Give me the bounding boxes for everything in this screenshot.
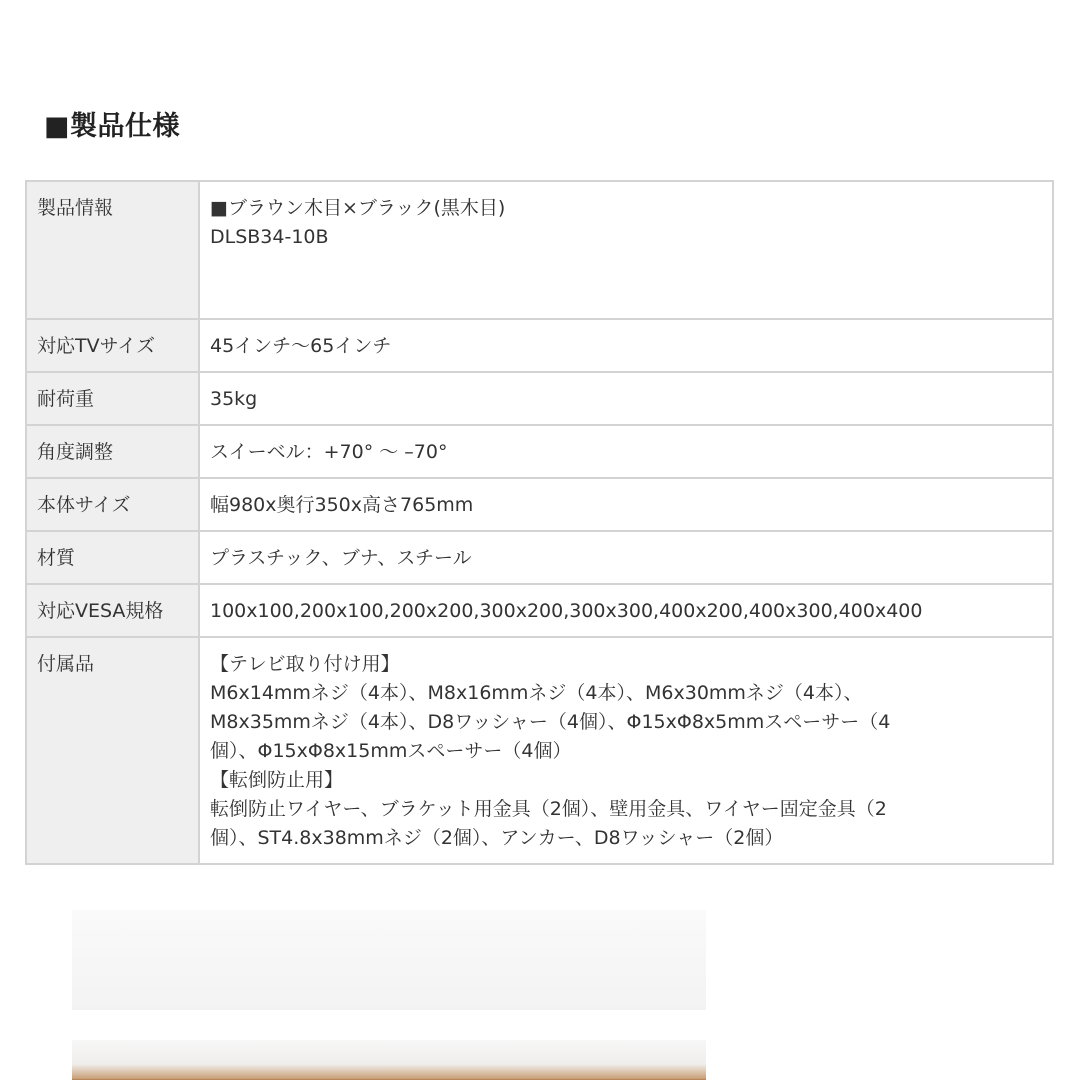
- table-row-tv-size: [26, 319, 1053, 372]
- row-value: 100x100,200x100,200x200,300x200,300x300,400x200,400x300,400x400: [199, 584, 1053, 637]
- row-label: 角度調整: [26, 425, 199, 478]
- accessory-heading: 【テレビ取り付け用】: [210, 653, 400, 675]
- table-row-vesa: [26, 584, 1053, 637]
- accessory-line: 個）、ST4.8x38mmネジ（2個）、アンカー、D8ワッシャー（2個）: [210, 827, 784, 849]
- table-row-material: [26, 531, 1053, 584]
- row-label: 製品情報: [26, 181, 199, 319]
- table-row-accessories: [26, 637, 1053, 864]
- faded-image-strip: [72, 1040, 706, 1080]
- product-model: DLSB34-10B: [210, 226, 329, 248]
- row-value: プラスチック、ブナ、スチール: [199, 531, 1053, 584]
- accessory-line: 転倒防止ワイヤー、ブラケット用金具（2個）、壁用金具、ワイヤー固定金具（2: [210, 798, 887, 820]
- spec-table: [25, 180, 1054, 865]
- row-label: 材質: [26, 531, 199, 584]
- accessory-heading: 【転倒防止用】: [210, 769, 344, 791]
- row-value-accessories: [199, 637, 1053, 864]
- row-value: 45インチ〜65インチ: [199, 319, 1053, 372]
- row-label: 対応VESA規格: [26, 584, 199, 637]
- table-row-angle: [26, 425, 1053, 478]
- row-value: スイーベル：+70° 〜 –70°: [199, 425, 1053, 478]
- blank-line: [210, 252, 1042, 278]
- accessory-line: M6x14mmネジ（4本）、M8x16mmネジ（4本）、M6x30mmネジ（4本）、: [210, 682, 863, 704]
- table-row-product-info: [26, 181, 1053, 319]
- table-row-load: [26, 372, 1053, 425]
- row-label: 付属品: [26, 637, 199, 864]
- row-label: 対応TVサイズ: [26, 319, 199, 372]
- row-value: 35kg: [199, 372, 1053, 425]
- row-label: 本体サイズ: [26, 478, 199, 531]
- row-label: 耐荷重: [26, 372, 199, 425]
- table-row-body-size: [26, 478, 1053, 531]
- row-value: 幅980x奥行350x高さ765mm: [199, 478, 1053, 531]
- accessory-line: M8x35mmネジ（4本）、D8ワッシャー（4個）、Φ15xΦ8x5mmスペーサー（4: [210, 711, 891, 733]
- section-title: ■製品仕様: [44, 111, 181, 142]
- accessory-line: 個）、Φ15xΦ8x15mmスペーサー（4個）: [210, 740, 572, 762]
- product-color: ■ブラウン木目×ブラック(黒木目): [210, 197, 506, 219]
- faded-banner: [72, 910, 706, 1010]
- row-value-product-info: [199, 181, 1053, 319]
